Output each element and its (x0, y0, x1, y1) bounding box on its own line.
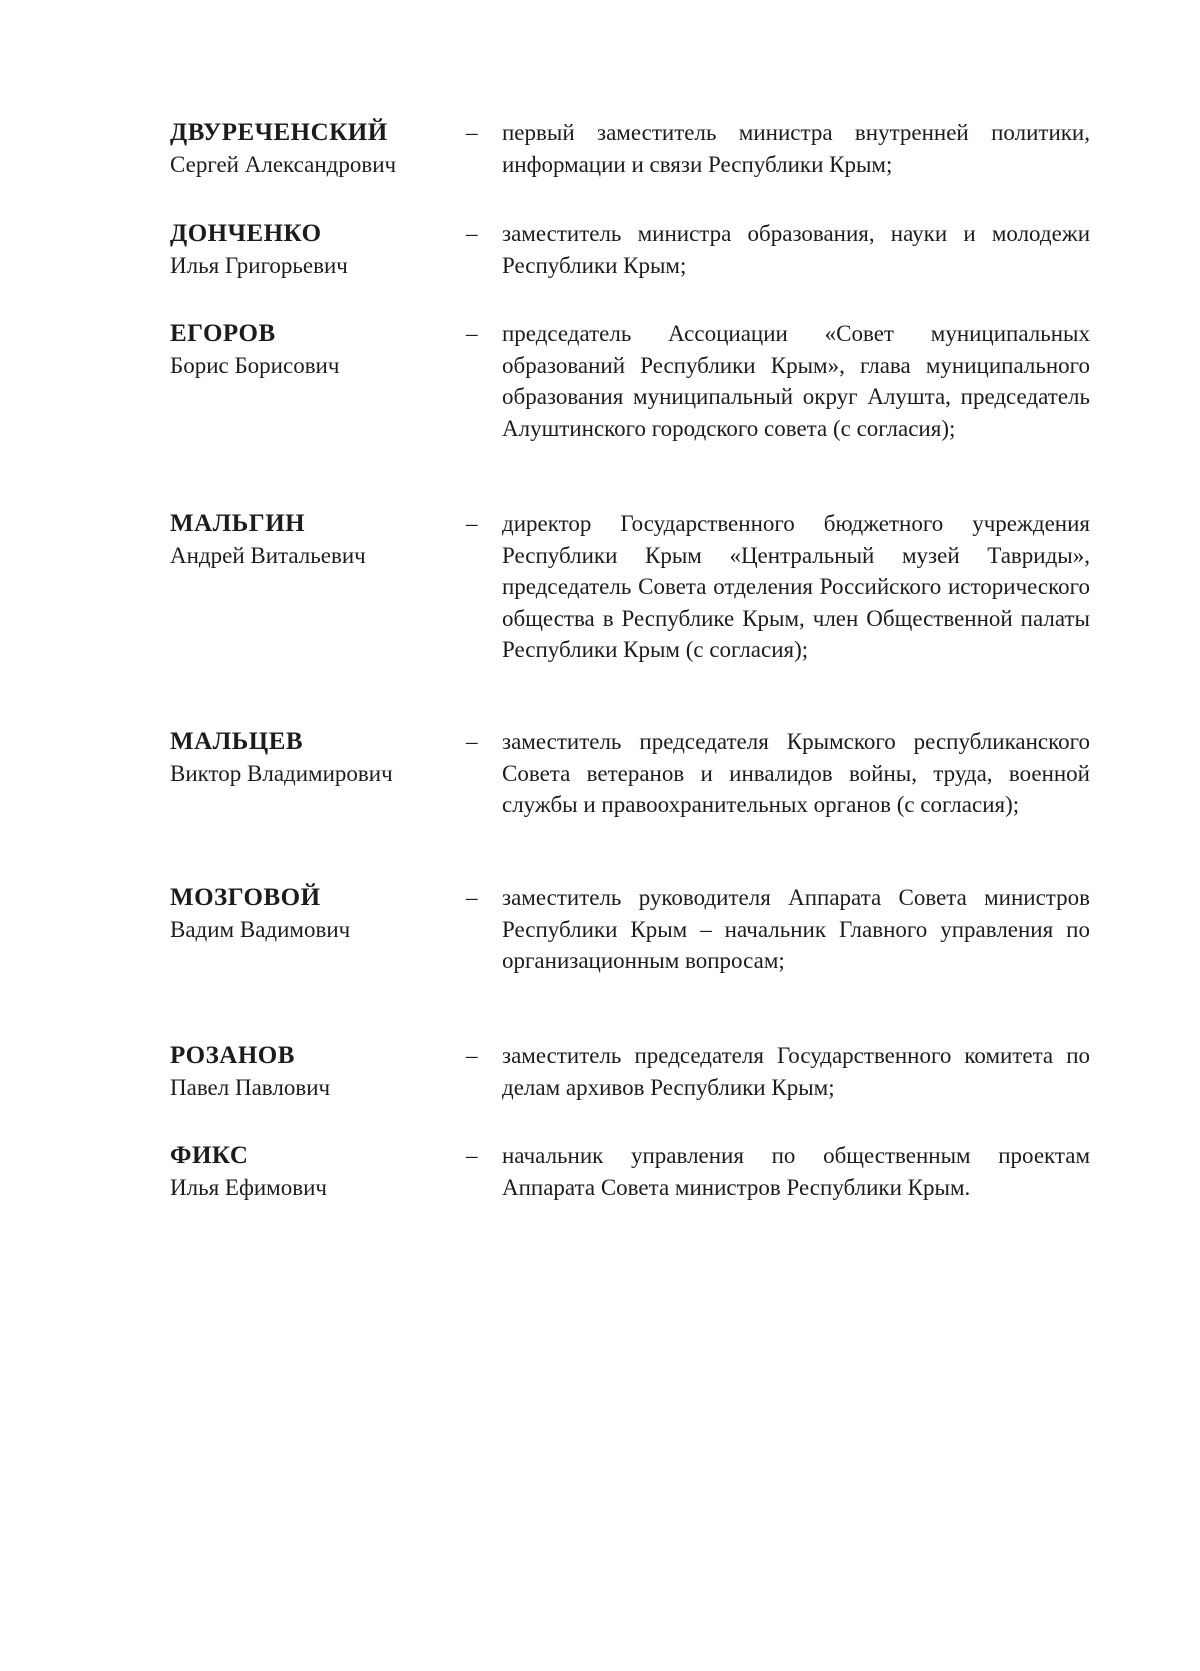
member-surname: РОЗАНОВ (170, 1042, 295, 1069)
member-given-names: Андрей Витальевич (170, 543, 366, 568)
member-surname: ФИКС (170, 1142, 249, 1169)
member-surname: ДОНЧЕНКО (170, 220, 322, 247)
member-position: директор Государственного бюджетного учреждения Республики Крым «Центральный музей Тавриды», председатель Совета отделения Российского исторического общества в Республике Крым, член Общественной палаты Республики Крым (с согласия); (502, 511, 1090, 662)
member-position: заместитель руководителя Аппарата Совета министров Республики Крым – начальник Главного управления по организационным вопросам; (502, 885, 1090, 973)
member-name (170, 218, 460, 282)
member-position: председатель Ассоциации «Совет муниципальных образований Республики Крым», глава муниципального образования муниципальный округ Алушта, председатель Алуштинского городского совета (с согласия); (502, 321, 1090, 441)
member-name (170, 882, 460, 946)
member-position: заместитель председателя Крымского республиканского Совета ветеранов и инвалидов войны, труда, военной службы и правоохранительных органов (с согласия); (502, 729, 1090, 817)
member-given-names: Вадим Вадимович (170, 917, 351, 942)
member-surname: ЕГОРОВ (170, 320, 276, 347)
member-position: заместитель председателя Государственного комитета по делам архивов Республики Крым; (502, 1043, 1090, 1100)
separator-dash: – (466, 885, 478, 910)
member-position: начальник управления по общественным проектам Аппарата Совета министров Республики Крым. (502, 1143, 1090, 1200)
member-name (170, 1140, 460, 1204)
member-surname: МАЛЬГИН (170, 510, 306, 537)
member-position: заместитель министра образования, науки и молодежи Республики Крым; (502, 221, 1090, 278)
member-surname: МАЛЬЦЕВ (170, 728, 304, 755)
member-given-names: Илья Григорьевич (170, 253, 348, 278)
member-given-names: Виктор Владимирович (170, 761, 393, 786)
separator-dash: – (466, 321, 478, 346)
separator-dash: – (466, 1043, 478, 1068)
separator-dash: – (466, 511, 478, 536)
separator-dash: – (466, 1143, 478, 1168)
member-name (170, 726, 460, 790)
separator-dash: – (466, 221, 478, 246)
member-given-names: Илья Ефимович (170, 1175, 327, 1200)
member-surname: МОЗГОВОЙ (170, 884, 321, 911)
member-given-names: Борис Борисович (170, 353, 340, 378)
separator-dash: – (466, 729, 478, 754)
member-name (170, 318, 460, 382)
member-name (170, 117, 460, 181)
member-name (170, 508, 460, 572)
member-surname: ДВУРЕЧЕНСКИЙ (170, 119, 388, 146)
member-given-names: Сергей Александрович (170, 152, 397, 177)
separator-dash: – (466, 120, 478, 145)
member-position: первый заместитель министра внутренней политики, информации и связи Республики Крым; (502, 120, 1090, 177)
member-given-names: Павел Павлович (170, 1075, 331, 1100)
member-name (170, 1040, 460, 1104)
